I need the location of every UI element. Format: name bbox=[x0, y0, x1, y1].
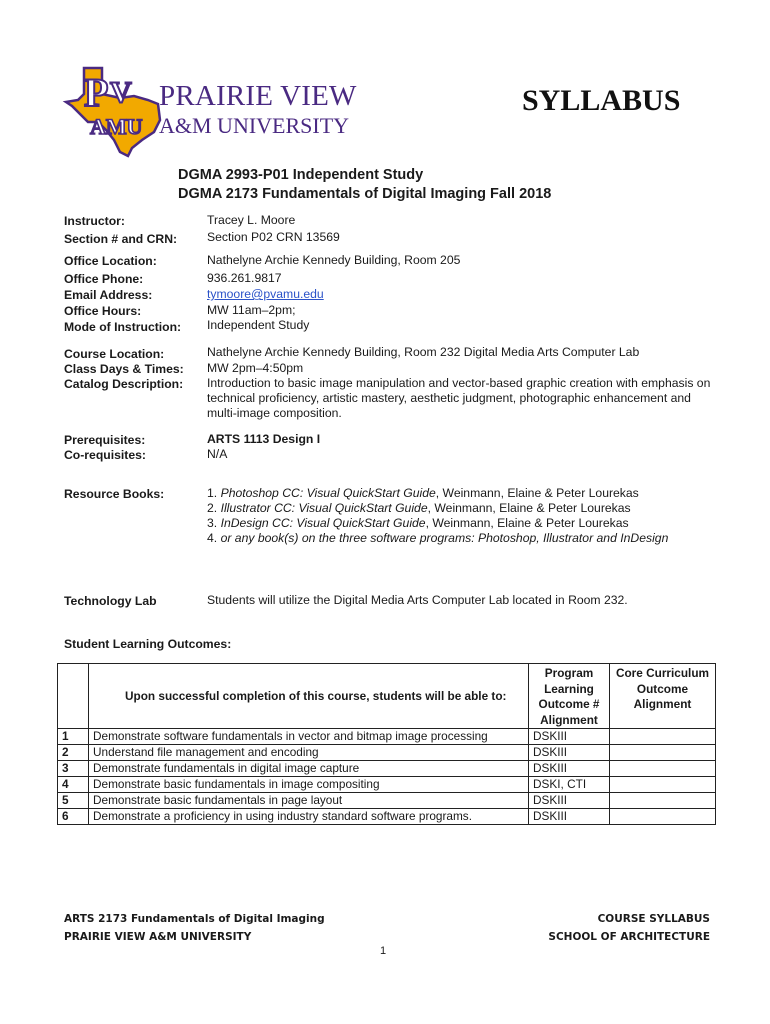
office-hours-label: Office Hours: bbox=[64, 304, 142, 318]
section-label: Section # and CRN: bbox=[64, 232, 178, 246]
logo-monogram-amu: AMU bbox=[90, 114, 143, 139]
row-number: 2 bbox=[58, 745, 89, 761]
header-core-alignment: Core Curriculum Outcome Alignment bbox=[610, 664, 716, 729]
logo-monogram-v: V bbox=[110, 76, 132, 109]
row-number: 5 bbox=[58, 793, 89, 809]
mode-label: Mode of Instruction: bbox=[64, 320, 182, 334]
row-description: Demonstrate fundamentals in digital image capture bbox=[89, 761, 529, 777]
header-description: Upon successful completion of this course, students will be able to: bbox=[89, 664, 529, 729]
footer-doc-type: COURSE SYLLABUS bbox=[597, 913, 710, 925]
tech-label: Technology Lab bbox=[64, 594, 157, 608]
email-link[interactable]: tymoore@pvamu.edu bbox=[207, 287, 324, 301]
table-row bbox=[58, 745, 716, 761]
row-description: Understand file management and encoding bbox=[89, 745, 529, 761]
book-authors: , Weinmann, Elaine & Peter Lourekas bbox=[425, 516, 629, 530]
mode-value: Independent Study bbox=[207, 318, 310, 332]
row-program: DSKIII bbox=[529, 761, 610, 777]
row-description: Demonstrate basic fundamentals in image compositing bbox=[89, 777, 529, 793]
instructor-label: Instructor: bbox=[64, 214, 125, 228]
logo-name-line2: A&M UNIVERSITY bbox=[159, 113, 350, 138]
book-title: Photoshop CC: Visual QuickStart Guide bbox=[220, 486, 436, 500]
book-authors: , Weinmann, Elaine & Peter Lourekas bbox=[427, 501, 631, 515]
office-phone-value: 936.261.9817 bbox=[207, 271, 282, 285]
coreq-label: Co-requisites: bbox=[64, 448, 146, 462]
row-core bbox=[610, 777, 716, 793]
book-number: 2. bbox=[207, 501, 218, 515]
row-core bbox=[610, 729, 716, 745]
catalog-value: Introduction to basic image manipulation and vector-based graphic creation with emphasis on technical proficiency, artistic mastery, aesthetic judgment, photographic enhancement and multi-image composition. bbox=[207, 376, 711, 421]
footer-university: PRAIRIE VIEW A&M UNIVERSITY bbox=[64, 931, 252, 943]
resources-label: Resource Books: bbox=[64, 487, 165, 501]
catalog-label: Catalog Description: bbox=[64, 377, 184, 391]
office-hours-value: MW 11am–2pm; bbox=[207, 303, 296, 317]
prereq-label: Prerequisites: bbox=[64, 433, 146, 447]
row-core bbox=[610, 761, 716, 777]
header-program-alignment: Program Learning Outcome # Alignment bbox=[529, 664, 610, 729]
header-number bbox=[58, 664, 89, 729]
section-value: Section P02 CRN 13569 bbox=[207, 230, 340, 244]
book-title: InDesign CC: Visual QuickStart Guide bbox=[220, 516, 426, 530]
resource-book-2 bbox=[207, 501, 631, 515]
prereq-value: ARTS 1113 Design I bbox=[207, 432, 321, 446]
row-program: DSKIII bbox=[529, 809, 610, 825]
table-row bbox=[58, 761, 716, 777]
course-title-1: DGMA 2993-P01 Independent Study bbox=[178, 167, 424, 183]
row-description: Demonstrate software fundamentals in vector and bitmap image processing bbox=[89, 729, 529, 745]
footer-school: SCHOOL OF ARCHITECTURE bbox=[548, 931, 710, 943]
book-authors: , Weinmann, Elaine & Peter Lourekas bbox=[435, 486, 639, 500]
table-row bbox=[58, 729, 716, 745]
row-description: Demonstrate a proficiency in using industry standard software programs. bbox=[89, 809, 529, 825]
outcomes-table bbox=[57, 663, 716, 825]
book-number: 3. bbox=[207, 516, 218, 530]
row-description: Demonstrate basic fundamentals in page layout bbox=[89, 793, 529, 809]
email-label: Email Address: bbox=[64, 288, 153, 302]
tech-text: Students will utilize the Digital Media Arts Computer Lab located in Room 232. bbox=[207, 593, 628, 607]
table-row bbox=[58, 777, 716, 793]
row-number: 6 bbox=[58, 809, 89, 825]
row-program: DSKIII bbox=[529, 745, 610, 761]
course-location-value: Nathelyne Archie Kennedy Building, Room 232 Digital Media Arts Computer Lab bbox=[207, 345, 640, 359]
book-title: Illustrator CC: Visual QuickStart Guide bbox=[220, 501, 428, 515]
row-program: DSKIII bbox=[529, 729, 610, 745]
table-header-row bbox=[58, 664, 716, 729]
outcomes-heading: Student Learning Outcomes: bbox=[64, 637, 232, 651]
resource-book-3 bbox=[207, 516, 629, 530]
table-row bbox=[58, 793, 716, 809]
book-title: or any book(s) on the three software programs: Photoshop, Illustrator and InDesign bbox=[220, 531, 669, 545]
resource-book-1 bbox=[207, 486, 639, 500]
course-location-label: Course Location: bbox=[64, 347, 165, 361]
footer-course: ARTS 2173 Fundamentals of Digital Imaging bbox=[64, 913, 325, 925]
book-number: 1. bbox=[207, 486, 218, 500]
logo-name-line1: PRAIRIE VIEW bbox=[159, 80, 357, 112]
row-program: DSKIII bbox=[529, 793, 610, 809]
resource-book-4 bbox=[207, 531, 668, 545]
row-number: 4 bbox=[58, 777, 89, 793]
logo-monogram-p: P bbox=[84, 70, 109, 115]
class-days-label: Class Days & Times: bbox=[64, 362, 184, 376]
office-location-label: Office Location: bbox=[64, 254, 157, 268]
row-number: 1 bbox=[58, 729, 89, 745]
row-program: DSKI, CTI bbox=[529, 777, 610, 793]
document-title: SYLLABUS bbox=[522, 84, 681, 117]
instructor-value: Tracey L. Moore bbox=[207, 213, 296, 227]
row-number: 3 bbox=[58, 761, 89, 777]
office-phone-label: Office Phone: bbox=[64, 272, 144, 286]
book-number: 4. bbox=[207, 531, 218, 545]
row-core bbox=[610, 793, 716, 809]
office-location-value: Nathelyne Archie Kennedy Building, Room 205 bbox=[207, 253, 461, 267]
row-core bbox=[610, 809, 716, 825]
page-number: 1 bbox=[380, 945, 387, 957]
coreq-value: N/A bbox=[207, 447, 228, 461]
course-title-2: DGMA 2173 Fundamentals of Digital Imaging Fall 2018 bbox=[178, 186, 552, 202]
table-row bbox=[58, 809, 716, 825]
row-core bbox=[610, 745, 716, 761]
class-days-value: MW 2pm–4:50pm bbox=[207, 361, 304, 375]
